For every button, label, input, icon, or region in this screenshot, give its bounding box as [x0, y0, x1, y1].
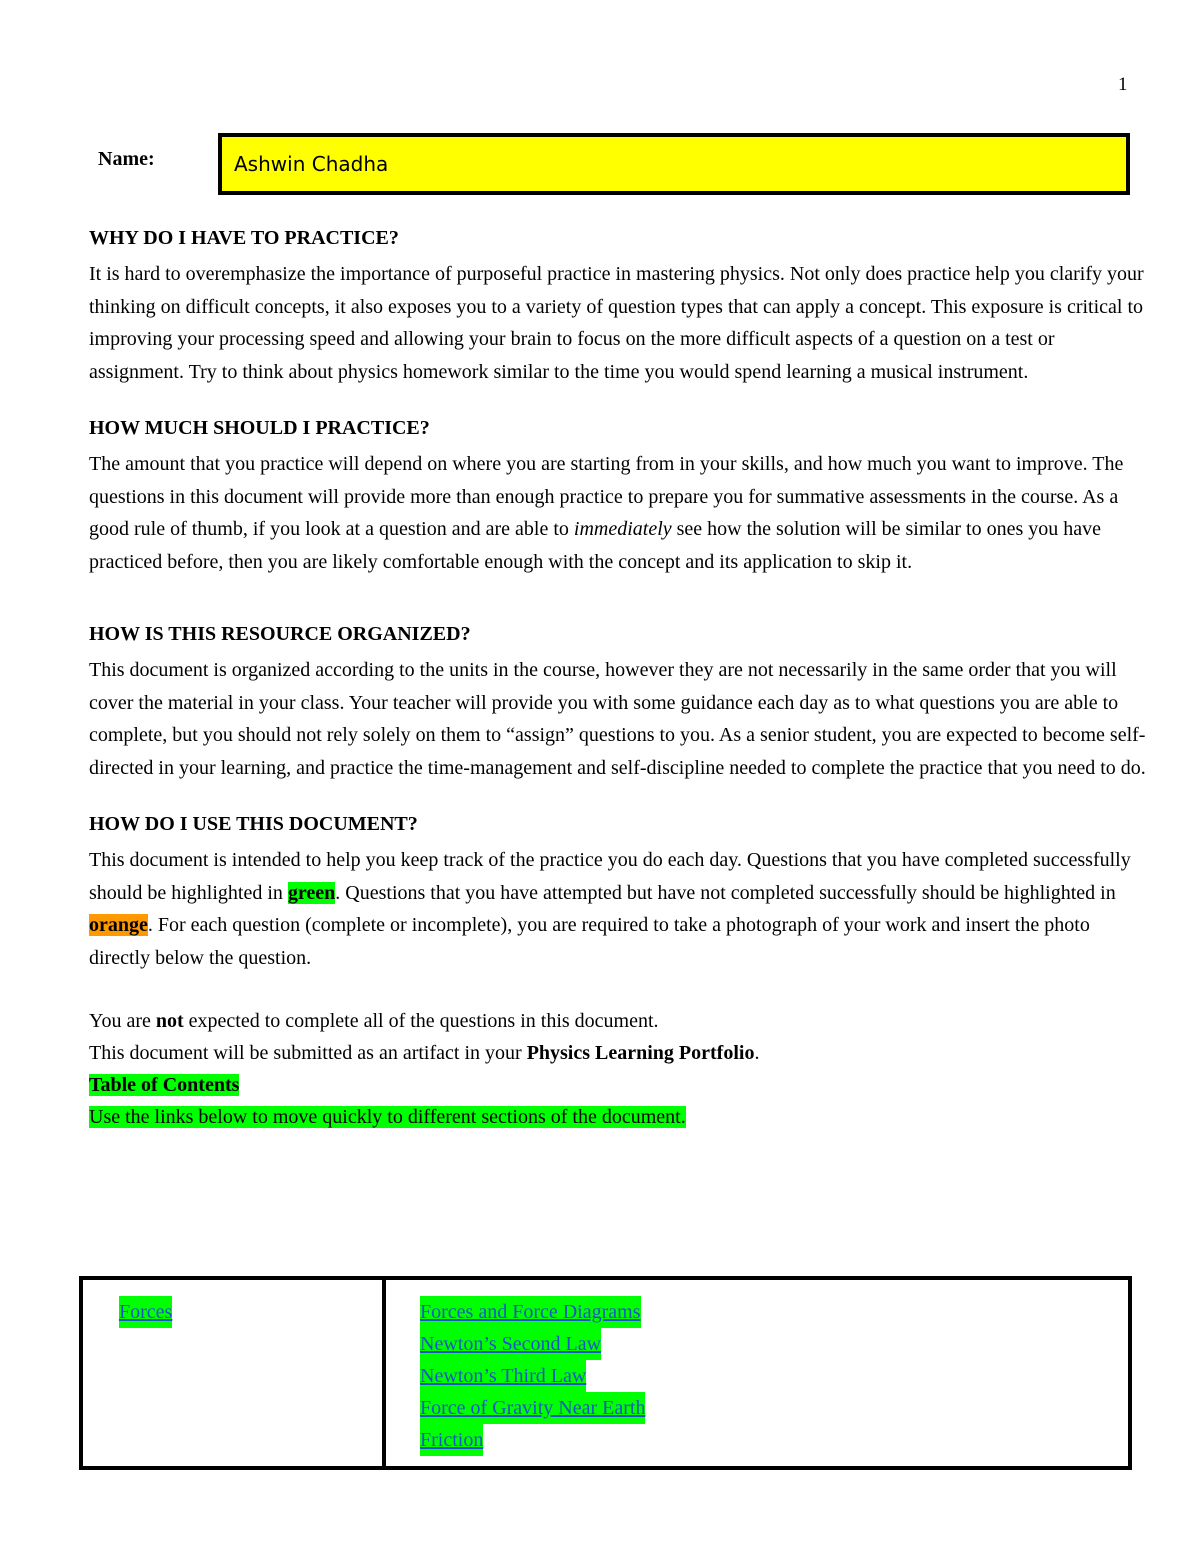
- orange-highlight: orange: [89, 914, 148, 936]
- toc-link-forces[interactable]: Forces: [119, 1296, 172, 1328]
- green-highlight: green: [287, 881, 336, 904]
- toc-unit-column: [83, 1280, 386, 1466]
- section-paragraph: This document is intended to help you keep track of the practice you do each day. Questions that you have completed successfully should be highlighted in green. Questions that you have attempted but have not completed successfully should be highlighted in orange. For each question (complete or incomplete), you are required to take a photograph of your work and insert the photo directly below the question.: [89, 849, 1131, 969]
- toc-topics-column: [386, 1280, 1128, 1466]
- name-label: Name:: [98, 148, 155, 170]
- section-heading: HOW DO I USE THIS DOCUMENT?: [89, 813, 418, 835]
- table-of-contents: [79, 1276, 1132, 1470]
- toc-title: Table of Contents: [89, 1074, 240, 1096]
- page-number: 1: [1118, 74, 1128, 95]
- toc-instructions: Use the links below to move quickly to different sections of the document.: [89, 1106, 686, 1128]
- emphasis-text: immediately: [573, 518, 672, 540]
- name-value[interactable]: Ashwin Chadha: [234, 152, 389, 176]
- section-paragraph: This document is organized according to the units in the course, however they are not necessarily in the same order that you will cover the material in your class. Your teacher will provide you with some guidance each day as to what questions you are able to complete, but you should not rely solely on them to “assign” questions to you. As a senior student, you are expected to become self-directed in your learning, and practice the time-management and self-discipline needed to complete the practice that you need to do.: [89, 659, 1146, 779]
- note-not-expected: You are not expected to complete all of the questions in this document.: [89, 1010, 659, 1032]
- section-heading: HOW IS THIS RESOURCE ORGANIZED?: [89, 623, 471, 645]
- toc-link-forces-and-force-diagrams[interactable]: Forces and Force Diagrams: [420, 1296, 641, 1328]
- section-paragraph: It is hard to overemphasize the importance of purposeful practice in mastering physics. Not only does practice help you clarify your thinking on difficult concepts, it also exposes you to a variety of question types that can apply a concept. This exposure is critical to improving your processing speed and allowing your brain to focus on the more difficult aspects of a question on a test or assignment. Try to think about physics homework similar to the time you would spend learning a musical instrument.: [89, 263, 1144, 383]
- toc-link-force-of-gravity[interactable]: Force of Gravity Near Earth: [420, 1392, 645, 1424]
- document-body: [89, 222, 1149, 1133]
- toc-link-newtons-second-law[interactable]: Newton’s Second Law: [420, 1328, 601, 1360]
- section-heading: HOW MUCH SHOULD I PRACTICE?: [89, 417, 430, 439]
- section-paragraph: The amount that you practice will depend on where you are starting from in your skills, and how much you want to improve. The questions in this document will provide more than enough practice to prepare you for summative assessments in the course. As a good rule of thumb, if you look at a question and are able to immediately see how the solution will be similar to ones you have practiced before, then you are likely comfortable enough with the concept and its application to skip it.: [89, 453, 1124, 573]
- name-field[interactable]: [218, 133, 1130, 195]
- toc-link-friction[interactable]: Friction: [420, 1424, 483, 1456]
- toc-link-newtons-third-law[interactable]: Newton’s Third Law: [420, 1360, 586, 1392]
- note-portfolio: This document will be submitted as an artifact in your Physics Learning Portfolio.: [89, 1042, 760, 1064]
- section-heading: WHY DO I HAVE TO PRACTICE?: [89, 227, 399, 249]
